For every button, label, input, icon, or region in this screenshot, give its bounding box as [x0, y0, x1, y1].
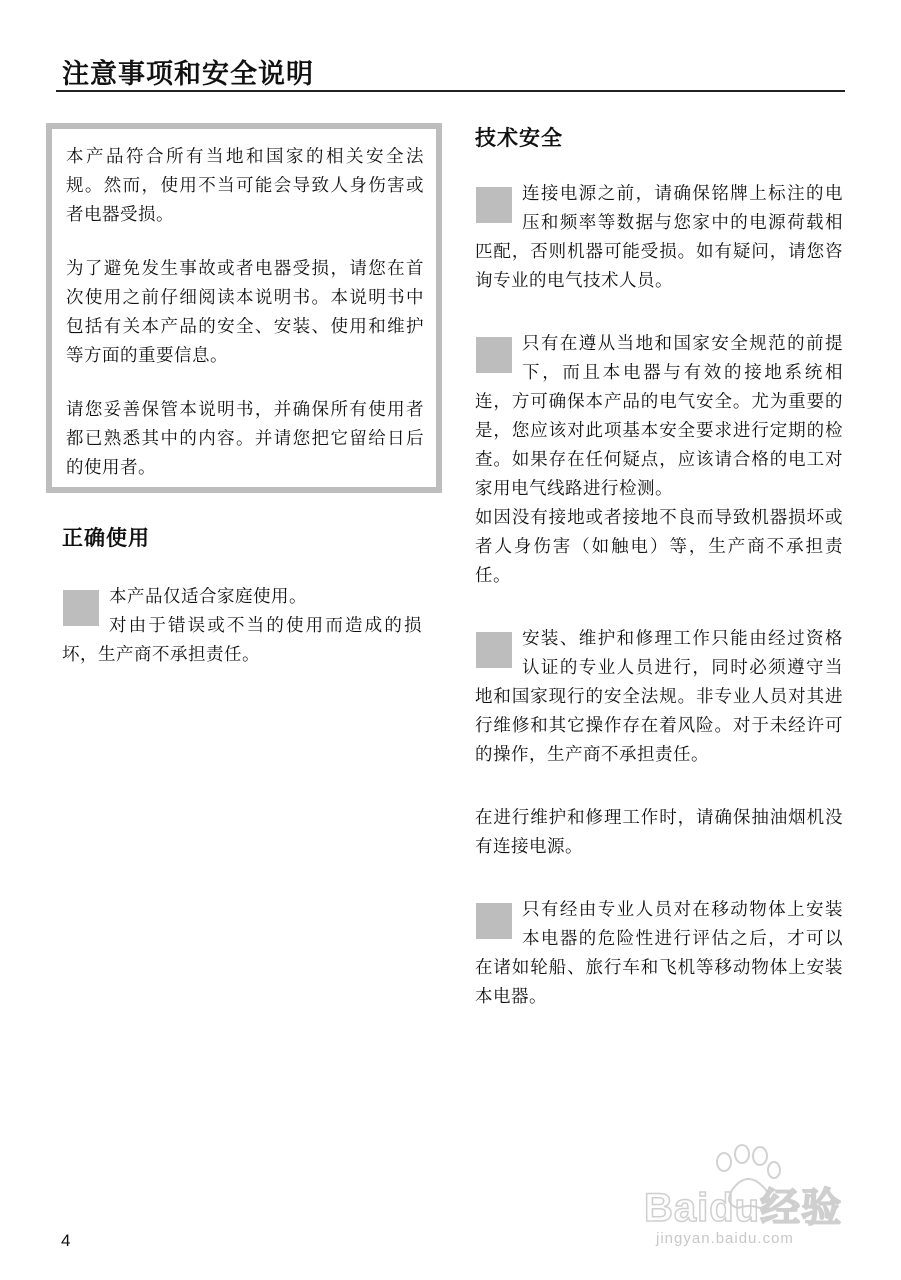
- watermark-logo-text: Baidu经验: [644, 1186, 843, 1230]
- item-text: 本产品仅适合家庭使用。 对由于错误或不当的使用而造成的损坏，生产商不承担责任。: [62, 587, 422, 665]
- notice-paragraph: 请您妥善保管本说明书，并确保所有使用者都已熟悉其中的内容。并请您把它留给日后的使用者。: [66, 400, 424, 478]
- technical-safety-plain-item: [475, 804, 843, 862]
- technical-safety-item: [475, 625, 843, 770]
- gray-marker-icon: [476, 337, 512, 373]
- baidu-jingyan-watermark: [636, 1140, 851, 1268]
- gray-marker-icon: [476, 903, 512, 939]
- page-number: 4: [61, 1231, 71, 1250]
- technical-safety-item: [475, 180, 843, 296]
- item-text: 只有经由专业人员对在移动物体上安装本电器的危险性进行评估之后，才可以在诸如轮船、旅行车和飞机等移动物体上安装本电器。: [475, 900, 843, 1007]
- title-divider: [56, 90, 845, 92]
- gray-marker-icon: [476, 187, 512, 223]
- technical-safety-item: [475, 896, 843, 1012]
- gray-marker-icon: [476, 632, 512, 668]
- page-title: 注意事项和安全说明: [62, 59, 314, 90]
- safety-notice-box: [46, 123, 442, 493]
- item-text: 安装、维护和修理工作只能由经过资格认证的专业人员进行，同时必须遵守当地和国家现行的安全法规。非专业人员对其进行维修和其它操作存在着风险。对于未经许可的操作，生产商不承担责任。: [475, 629, 843, 765]
- item-text: 在进行维护和修理工作时，请确保抽油烟机没有连接电源。: [475, 808, 843, 857]
- correct-use-section: [62, 583, 422, 670]
- notice-paragraph: 为了避免发生事故或者电器受损，请您在首次使用之前仔细阅读本说明书。本说明书中包括有关本产品的安全、安装、使用和维护等方面的重要信息。: [66, 259, 424, 366]
- watermark-url: jingyan.baidu.com: [656, 1230, 794, 1247]
- technical-safety-heading: 技术安全: [475, 126, 563, 150]
- item-text: 连接电源之前，请确保铭牌上标注的电压和频率等数据与您家中的电源荷载相匹配，否则机器可能受损。如有疑问，请您咨询专业的电气技术人员。: [475, 184, 843, 291]
- item-text: 只有在遵从当地和国家安全规范的前提下，而且本电器与有效的接地系统相连，方可确保本产品的电气安全。尤为重要的是，您应该对此项基本安全要求进行定期的检查。如果存在任何疑点，应该请合格的电工对家用电气线路进行检测。 如因没有接地或者接地不良而导致机器损坏或者人身伤害（如触电）等，生产商不承担责任。: [475, 334, 843, 586]
- gray-marker-icon: [63, 590, 99, 626]
- notice-paragraph: 本产品符合所有当地和国家的相关安全法规。然而，使用不当可能会导致人身伤害或者电器受损。: [66, 147, 424, 225]
- technical-safety-section: [475, 180, 843, 1012]
- technical-safety-item: [475, 330, 843, 591]
- correct-use-item: [62, 583, 422, 670]
- correct-use-heading: 正确使用: [62, 526, 150, 550]
